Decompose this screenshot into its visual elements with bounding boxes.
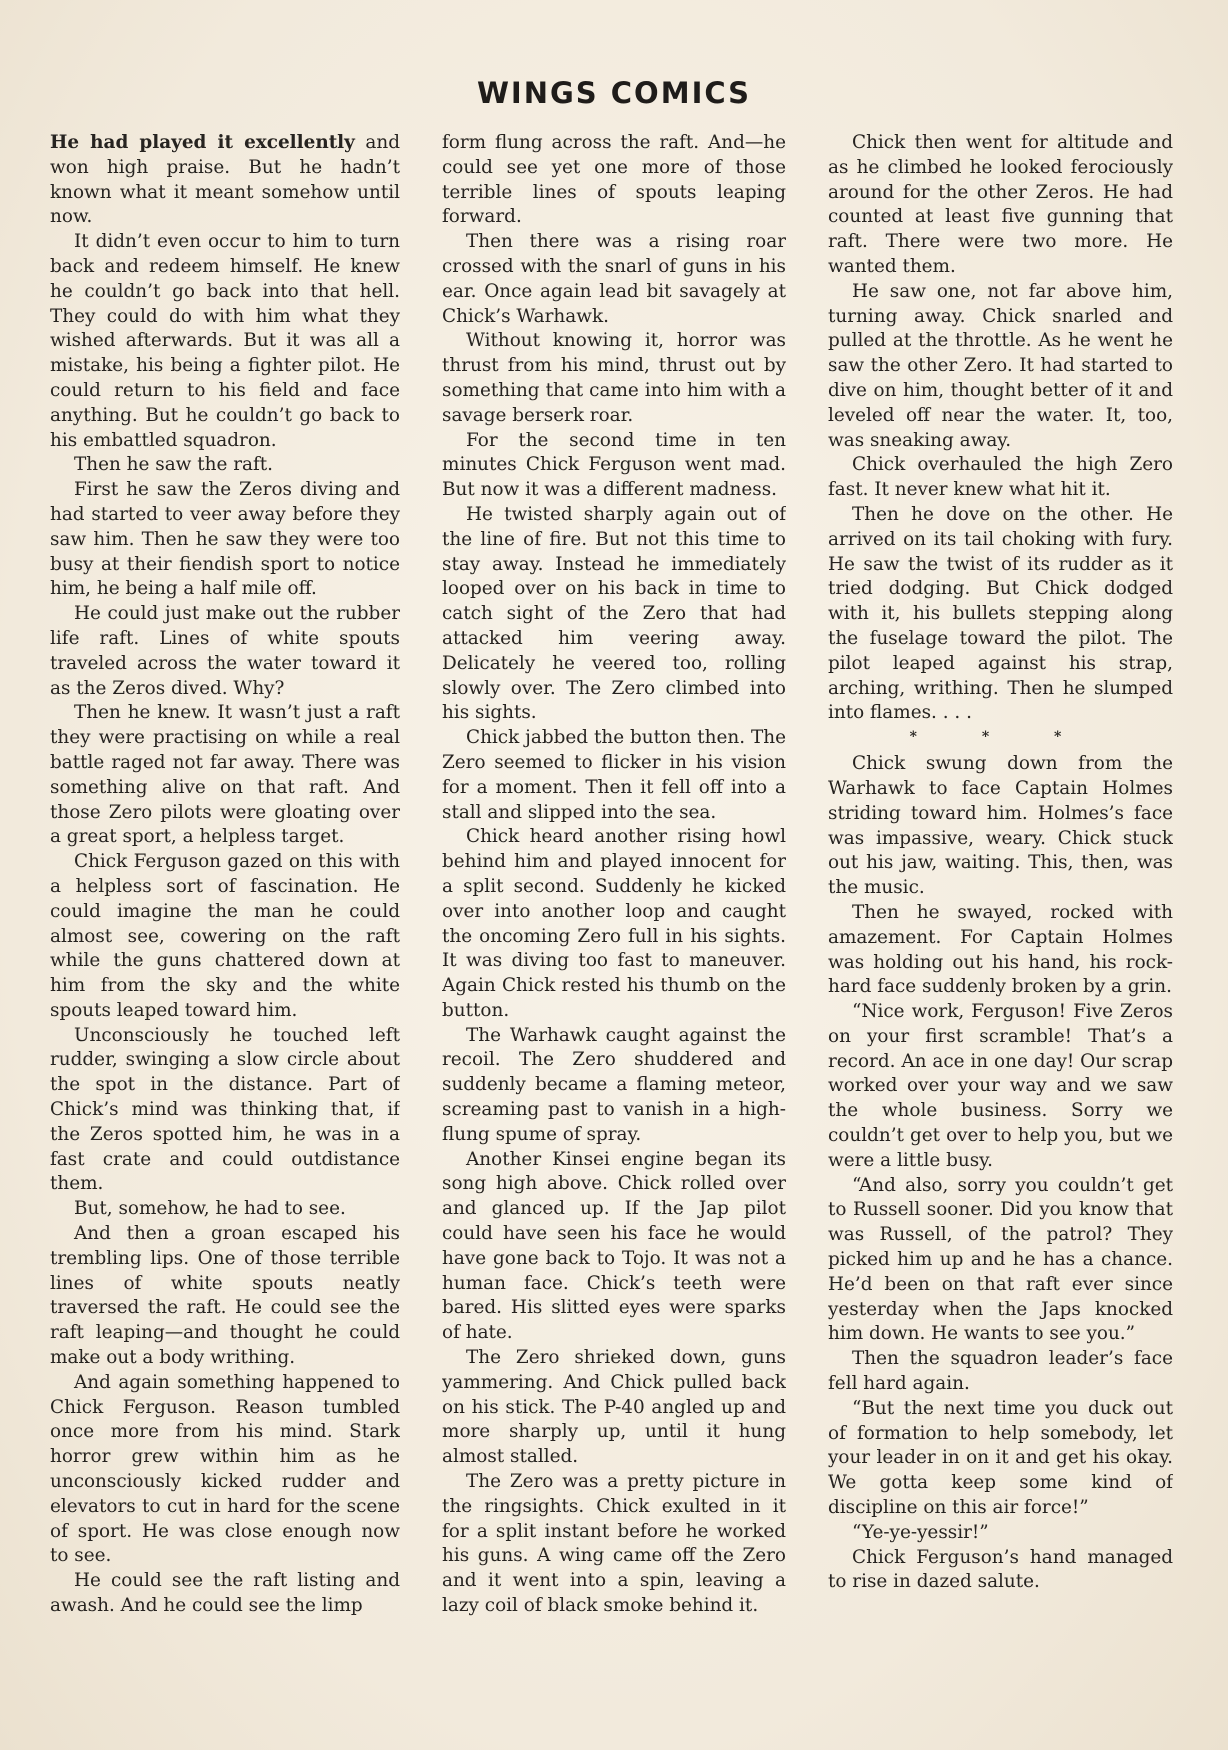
paragraph: He could just make out the rubber life raft. Lines of white spouts traveled across the water toward it as the Zeros dived. Why? (50, 603, 400, 699)
paragraph: Without knowing it, horror was thrust from his mind, thrust out by something that came into him with a savage berserk roar. (442, 330, 786, 426)
section-break: * * * (909, 729, 1092, 746)
paragraph: Then he swayed, rocked with amazement. For Captain Holmes was holding out his hand, his rock-hard face suddenly broken by a grin. (828, 901, 1173, 998)
paragraph: form flung across the raft. And—he could see yet one more of those terrible lines of spouts leaping forward. (442, 132, 786, 228)
paragraph: And again something happened to Chick Ferguson. Reason tumbled once more from his mind. Stark horror grew within him as he unconsciously kicked rudder and elevators to cut in hard for the scene of sport. He was close enough now to see. (50, 1371, 400, 1567)
paragraph: Chick overhauled the high Zero fast. It never knew what hit it. (828, 454, 1173, 501)
text-column-1 (50, 131, 400, 1706)
paragraph: Chick jabbed the button then. The Zero seemed to flicker in his vision for a moment. Then it fell off into a stall and slipped into the sea. (442, 727, 786, 823)
paragraph: “Nice work, Ferguson! Five Zeros on your first scramble! That’s a record. An ace in one day! Our scrap worked over your way and we saw the whole business. Sorry we couldn’t get over to help you, but we were a little busy. (828, 1001, 1173, 1171)
paragraph: Then there was a rising roar crossed with the snarl of guns in his ear. Once again lead bit savagely at Chick’s Warhawk. (442, 231, 786, 327)
paragraph-text: and won high praise. But he hadn’t known what it meant somehow until now. (50, 132, 400, 228)
paragraph: The Warhawk caught against the recoil. The Zero shuddered and suddenly became a flaming meteor, screaming past to vanish in a high-flung spume of spray. (442, 1024, 786, 1145)
page-header-title: WINGS COMICS (476, 76, 752, 110)
paragraph: “But the next time you duck out of formation to help somebody, let your leader in on it and get his okay. We gotta keep some kind of discipline on this air force!” (828, 1397, 1173, 1519)
paragraph: Then he knew. It wasn’t just a raft they were practising on while a real battle raged not far away. There was something alive on that raft. And those Zero pilots were gloating over a great sport, a helpless target. (50, 702, 400, 848)
paragraph: And then a groan escaped his trembling lips. One of those terrible lines of white spouts neatly traversed the raft. He could see the raft leaping—and thought he could make out a body writhing. (50, 1223, 400, 1369)
paragraph: He could see the raft listing and awash. And he could see the limp (50, 1570, 400, 1617)
paragraph: First he saw the Zeros diving and had started to veer away before they saw him. Then he saw they were too busy at their fiendish sport to notice him, he being a half mile off. (50, 479, 400, 600)
paragraph: Unconsciously he touched left rudder, swinging a slow circle about the spot in the distance. Part of Chick’s mind was thinking that, if the Zeros spotted him, he was in a fast crate and could outdistance them. (50, 1024, 400, 1195)
paragraph: Chick Ferguson gazed on this with a helpless sort of fascination. He could imagine the man he could almost see, cowering on the raft while the guns chattered down at him from the sky and the white spouts leaped toward him. (50, 851, 400, 1021)
paragraph: Another Kinsei engine began its song high above. Chick rolled over and glanced up. If the Jap pilot could have seen his face he would have gone back to Tojo. It was not a human face. Chick’s teeth were bared. His slitted eyes were sparks of hate. (442, 1148, 786, 1344)
paragraph: Chick Ferguson’s hand managed to rise in dazed salute. (828, 1546, 1173, 1593)
paragraph: It didn’t even occur to him to turn back and redeem himself. He knew he couldn’t go back into that hell. They could do with him what they wished afterwards. But it was all a mistake, his being a fighter pilot. He could return to his field and face anything. But he couldn’t go back to his embattled squadron. (50, 231, 400, 451)
paragraph: Then he dove on the other. He arrived on its tail choking with fury. He saw the twist of its rudder as it tried dodging. But Chick dodged with it, his bullets stepping along the fuselage toward the pilot. The pilot leaped against his strap, arching, writhing. Then he slumped into flames. . . . (828, 503, 1173, 724)
paragraph: Chick swung down from the Warhawk to face Captain Holmes striding toward him. Holmes’s face was impassive, weary. Chick stuck out his jaw, waiting. This, then, was the music. (828, 753, 1173, 899)
paragraph: “Ye-ye-yessir!” (852, 1521, 989, 1543)
paragraph: He saw one, not far above him, turning away. Chick snarled and pulled at the throttle. As he went he saw the other Zero. It had started to dive on him, thought better of it and leveled off near the water. It, too, was sneaking away. (828, 280, 1173, 451)
paragraph (50, 131, 400, 230)
paragraph: Then the squadron leader’s face fell hard again. (828, 1348, 1173, 1395)
paragraph: The Zero was a pretty picture in the ringsights. Chick exulted in it for a split instant before he worked his guns. A wing came off the Zero and it went into a spin, leaving a lazy coil of black smoke behind it. (442, 1471, 786, 1617)
paragraph: He twisted sharply again out of the line of fire. But not this time to stay away. Instead he immediately looped over on his back in time to catch sight of the Zero that had attacked him veering away. Delicately he veered too, rolling slowly over. The Zero climbed into his sights. (442, 503, 786, 724)
text-column-3 (828, 131, 1173, 1706)
paragraph: Chick then went for altitude and as he climbed he looked ferociously around for the other Zeros. He had counted at least five gunning that raft. There were two more. He wanted them. (828, 132, 1173, 277)
paragraph: For the second time in ten minutes Chick Ferguson went mad. But now it was a different madness. (442, 429, 786, 501)
paragraph: Then he saw the raft. (74, 454, 274, 476)
lead-in-text: He had played it excellently (50, 132, 355, 153)
paragraph: The Zero shrieked down, guns yammering. And Chick pulled back on his stick. The P-40 angled up and more sharply up, until it hung almost stalled. (442, 1347, 786, 1468)
text-column-2 (442, 131, 786, 1706)
paragraph: Chick heard another rising howl behind him and played innocent for a split second. Suddenly he kicked over into another loop and caught the oncoming Zero full in his sights. It was diving too fast to maneuver. Again Chick rested his thumb on the button. (442, 826, 786, 1021)
paragraph: But, somehow, he had to see. (74, 1198, 346, 1220)
paragraph: “And also, sorry you couldn’t get to Russell sooner. Did you know that was Russell, of the patrol? They picked him up and he has a chance. He’d been on that raft ever since yesterday when the Japs knocked him down. He wants to see you.” (828, 1174, 1173, 1345)
